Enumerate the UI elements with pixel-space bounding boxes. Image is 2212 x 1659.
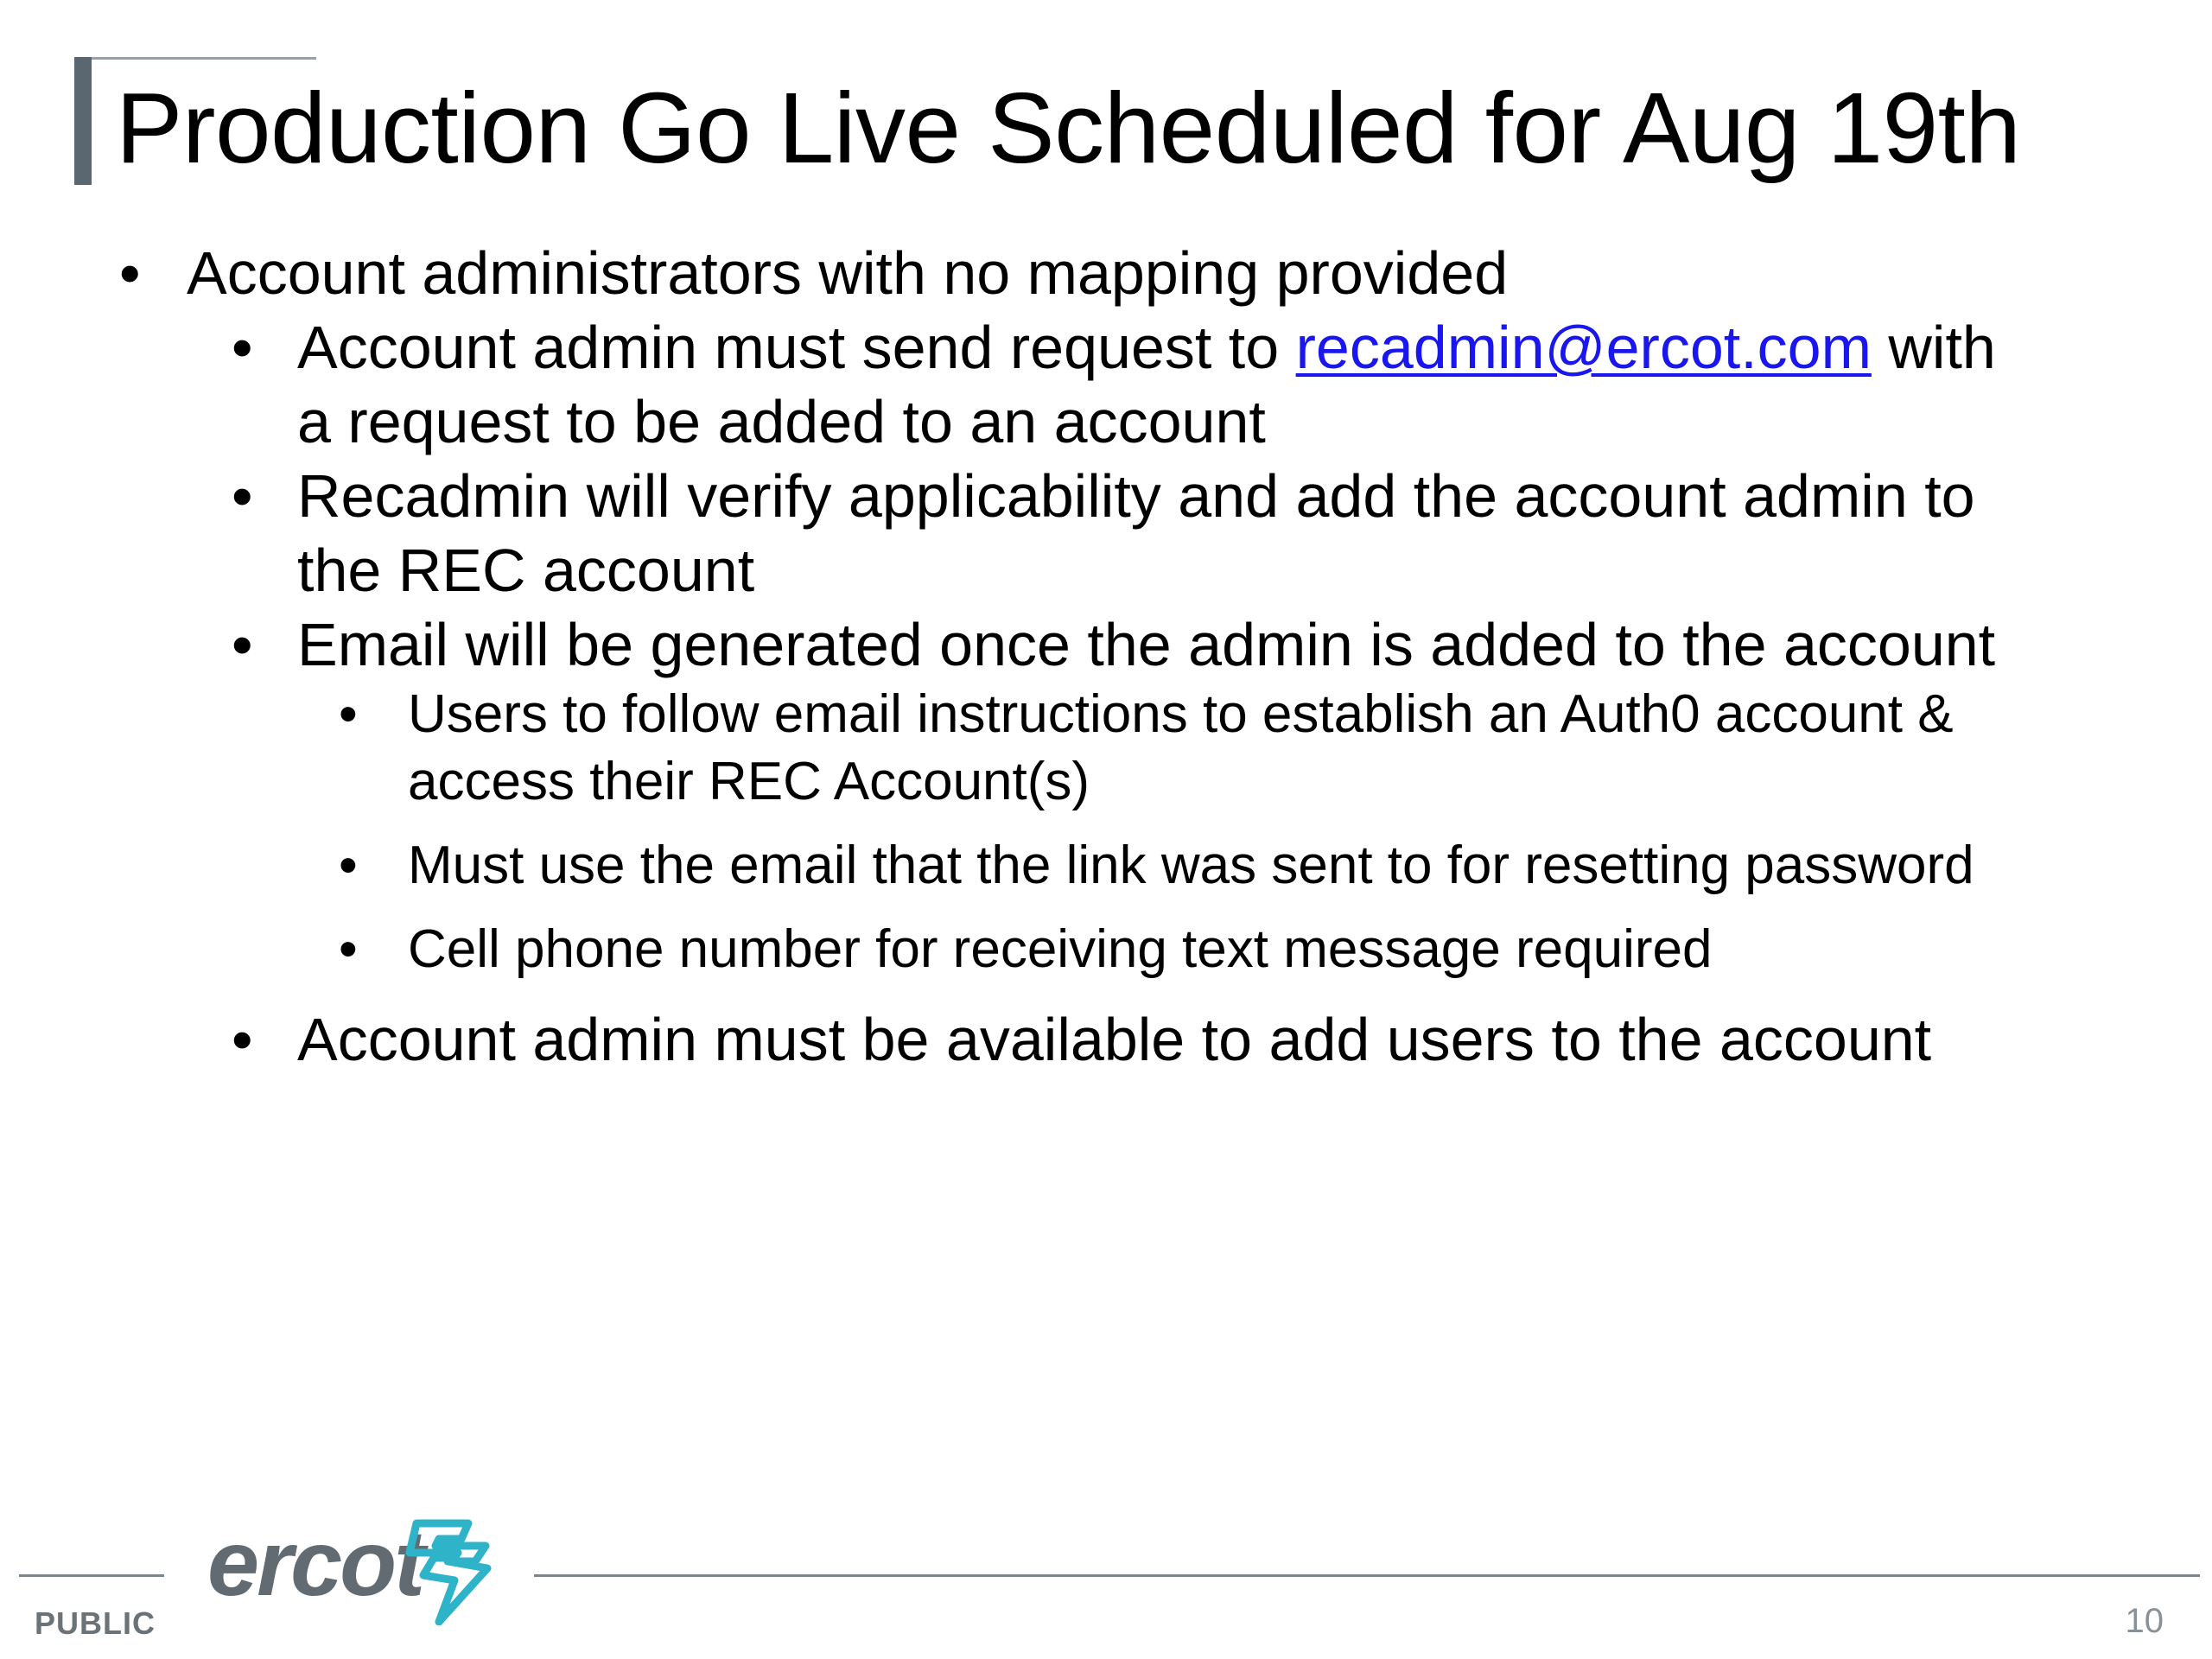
- title-accent-line: [74, 57, 316, 60]
- classification-label: PUBLIC: [35, 1605, 156, 1641]
- bullet-marker: •: [232, 1006, 253, 1073]
- title-accent-bar: [74, 57, 92, 185]
- bullet-recadmin-verify: Recadmin will verify applicability and add the account admin to: [297, 462, 1975, 530]
- bullet-send-request-continued: a request to be added to an account: [297, 388, 1266, 455]
- bullet-send-request-text-end: with: [1871, 314, 1996, 381]
- bullet-marker: •: [339, 684, 358, 744]
- bullet-recadmin-verify-continued: the REC account: [297, 537, 755, 604]
- bullet-marker: •: [339, 836, 358, 895]
- bullet-cell-phone: Cell phone number for receiving text message required: [408, 919, 1713, 979]
- bullet-marker: •: [339, 919, 358, 979]
- bullet-marker: •: [119, 239, 141, 307]
- bullet-email-generated: Email will be generated once the admin is added to the account: [297, 611, 1996, 678]
- bullet-marker: •: [232, 462, 253, 530]
- bullet-follow-instructions-continued: access their REC Account(s): [408, 752, 1090, 811]
- ercot-bolt-icon: [404, 1518, 499, 1625]
- footer-rule-right: [534, 1574, 2200, 1577]
- bullet-admin-available: Account admin must be available to add users to the account: [297, 1006, 1932, 1073]
- page-number: 10: [2125, 1602, 2164, 1640]
- bullet-send-request-text: Account admin must send request to: [297, 314, 1296, 381]
- bullet-send-request: [297, 310, 1996, 385]
- recadmin-email-link[interactable]: recadmin@ercot.com: [1295, 314, 1872, 381]
- bullet-marker: •: [232, 314, 253, 381]
- bullet-marker: •: [232, 611, 253, 678]
- bullet-use-email: Must use the email that the link was sent to for resetting password: [408, 836, 1974, 895]
- ercot-logo-wordmark: ercot: [207, 1510, 423, 1615]
- bullet-follow-instructions: Users to follow email instructions to establish an Auth0 account &: [408, 684, 1954, 744]
- bullet-account-administrators: Account administrators with no mapping provided: [187, 239, 1509, 307]
- slide-title: Production Go Live Scheduled for Aug 19th: [116, 72, 2021, 184]
- footer-rule-left: [19, 1574, 164, 1577]
- ercot-logo: [207, 1510, 501, 1629]
